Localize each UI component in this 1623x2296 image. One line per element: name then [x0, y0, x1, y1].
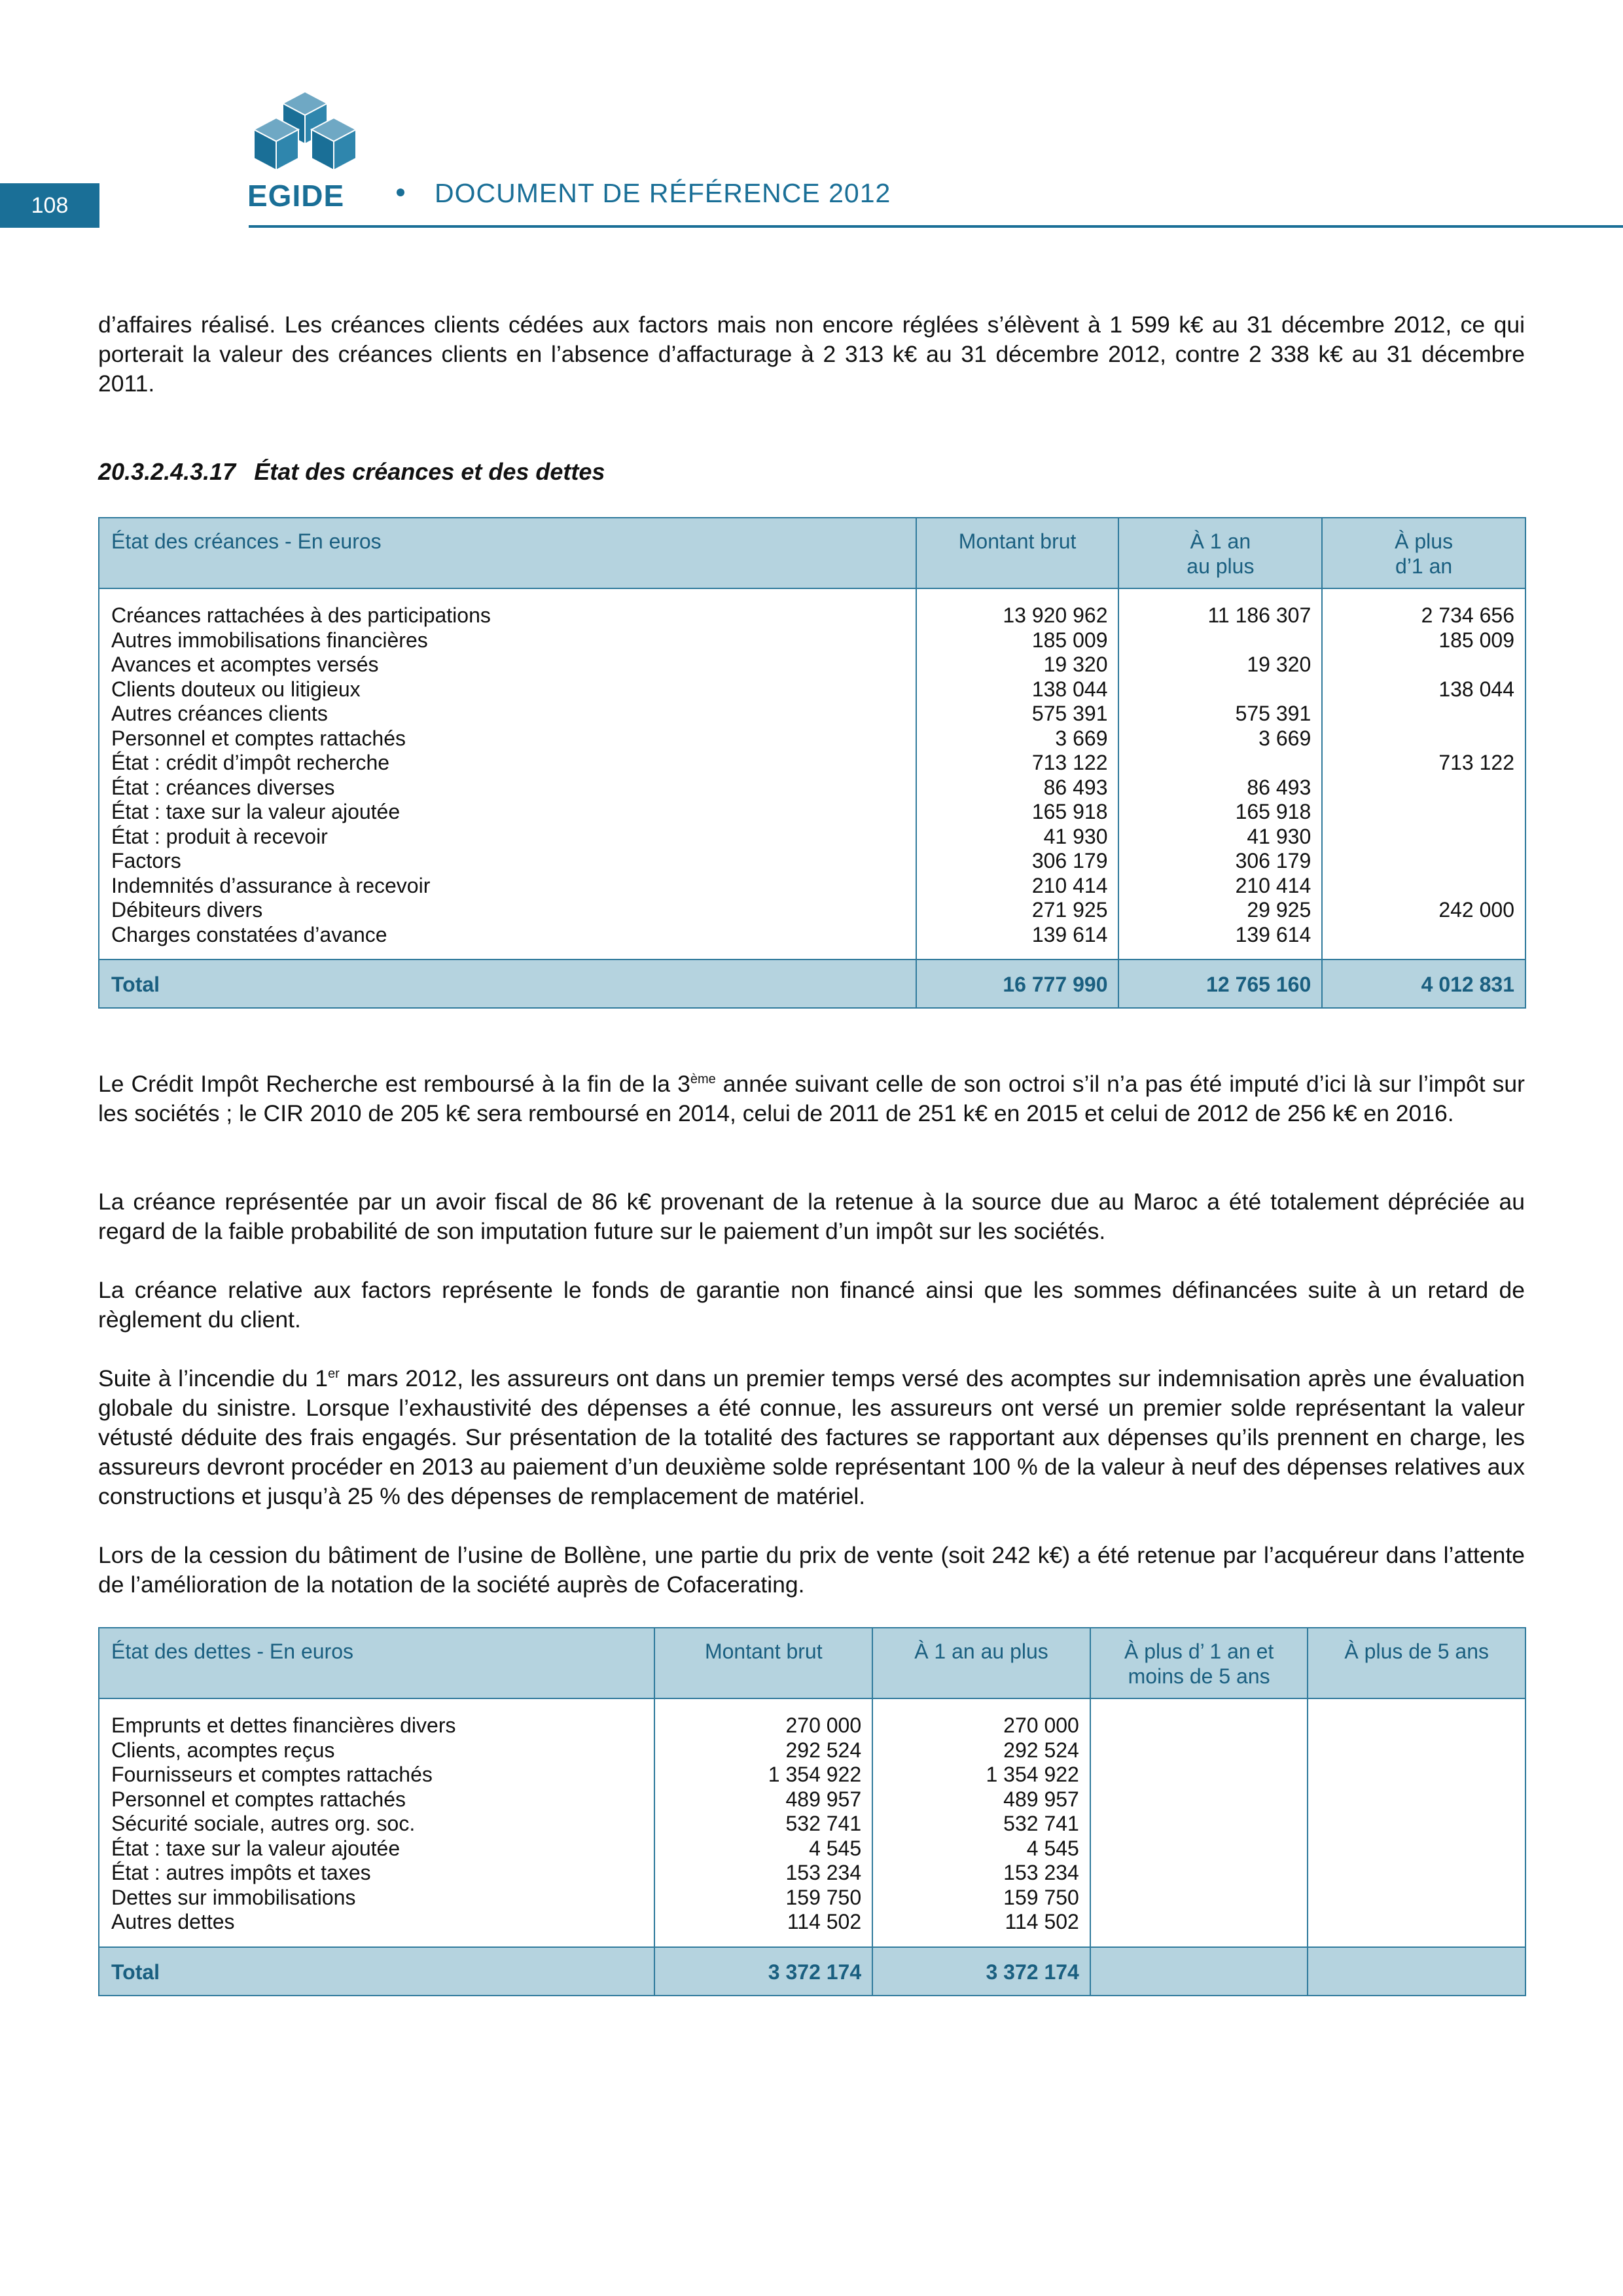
dettes-row-value — [1103, 1837, 1297, 1861]
creances-header-row — [99, 518, 1525, 588]
dettes-row-label: Dettes sur immobilisations — [111, 1885, 356, 1909]
dettes-header-text: Montant brut — [704, 1640, 823, 1663]
bollene-paragraph: Lors de la cession du bâtiment de l’usine de Bollène, une partie du prix de vente (soit 242 k€) a été retenue par l’acquéreur dans l’attente de l’amélioration de la notation de la société auprès de Cofacerating. — [98, 1542, 1525, 1598]
dettes-row-value — [1320, 1837, 1514, 1861]
creances-row-value: 306 179 — [1031, 849, 1108, 872]
dettes-row-label: Clients, acomptes reçus — [111, 1738, 335, 1762]
dettes-column-cell — [654, 1698, 872, 1947]
creances-header-text: Montant brut — [958, 529, 1077, 553]
dettes-header-cell — [872, 1628, 1090, 1698]
creances-row-value: 306 179 — [1235, 849, 1311, 872]
dettes-row-value — [1103, 1787, 1297, 1812]
creances-row-value: 575 391 — [1235, 702, 1311, 725]
dettes-row-value: 489 957 — [1003, 1787, 1079, 1811]
header-bullet — [397, 188, 404, 196]
dettes-row-label: Personnel et comptes rattachés — [111, 1787, 406, 1811]
creances-header-cell — [916, 518, 1119, 588]
header-rule — [249, 225, 1623, 228]
dettes-row-value — [1320, 1886, 1514, 1910]
creances-row-value: 2 734 656 — [1421, 603, 1514, 627]
creances-body-row — [99, 588, 1525, 960]
creances-row-value: 11 186 307 — [1207, 603, 1311, 627]
creances-row-value: 575 391 — [1031, 702, 1108, 725]
dettes-row-value: 4 545 — [809, 1836, 862, 1860]
dettes-row-value — [1320, 1861, 1514, 1886]
dettes-row-value: 292 524 — [785, 1738, 862, 1762]
creances-row-value: 19 320 — [1247, 653, 1311, 676]
dettes-row-label: État : autres impôts et taxes — [111, 1861, 371, 1884]
dettes-row-value: 489 957 — [785, 1787, 862, 1811]
creances-row-label: Indemnités d’assurance à recevoir — [111, 873, 431, 897]
dettes-row-value: 532 741 — [1003, 1812, 1079, 1835]
creances-row-value — [1334, 776, 1514, 800]
dettes-column-cell — [1090, 1698, 1308, 1947]
creances-row-value — [1131, 751, 1311, 776]
dettes-column-cell — [1308, 1698, 1525, 1947]
creances-row-value — [1131, 677, 1311, 702]
creances-row-label: État : crédit d’impôt recherche — [111, 751, 390, 774]
dettes-total-row — [99, 1947, 1525, 1996]
dettes-header-text: À plus d’ 1 an et — [1124, 1640, 1274, 1663]
creances-row-value: 138 044 — [1438, 677, 1514, 701]
dettes-total-value — [1308, 1947, 1525, 1996]
dettes-total-label: Total — [99, 1947, 654, 1996]
dettes-row-value — [1320, 1910, 1514, 1935]
creances-total-label: Total — [99, 960, 916, 1008]
creances-header-text: État des créances - En euros — [111, 529, 382, 553]
dettes-row-value — [1320, 1738, 1514, 1763]
incendie-text-end: mars 2012, les assureurs ont dans un premier temps versé des acomptes sur indemnisation après une évaluation globale du sinistre. Lorsque l’exhaustivité des dépenses a été connue, les assureurs ont versé un premier solde représentant la valeur vétusté déduite des frais engagés. Sur présentation de la totalité des factures se rapportant aux dépenses qu’ils prennent en charge, les assureurs devront procéder en 2013 au paiement d’un deuxième solde représentant 100 % de la valeur à neuf des dépenses relatives aux constructions et jusqu’à 25 % des dépenses de remplacement de matériel. — [98, 1365, 1525, 1509]
creances-row-label: Avances et acomptes versés — [111, 653, 379, 676]
creances-total-row — [99, 960, 1525, 1008]
creances-row-value: 165 918 — [1235, 800, 1311, 823]
creances-row-value: 185 009 — [1438, 628, 1514, 652]
dettes-row-value: 153 234 — [1003, 1861, 1079, 1884]
creances-row-label: Débiteurs divers — [111, 898, 263, 922]
dettes-row-value — [1103, 1861, 1297, 1886]
creances-row-label: Clients douteux ou litigieux — [111, 677, 361, 701]
dettes-header-text: À plus de 5 ans — [1344, 1640, 1489, 1663]
creances-header-cell — [99, 518, 916, 588]
dettes-row-value: 270 000 — [785, 1713, 862, 1737]
dettes-header-cell — [1308, 1628, 1525, 1698]
creances-header-cell — [1322, 518, 1525, 588]
dettes-header-cell — [654, 1628, 872, 1698]
creances-row-value: 29 925 — [1247, 898, 1311, 922]
creances-row-value — [1334, 874, 1514, 899]
intro-paragraph: d’affaires réalisé. Les créances clients cédées aux factors mais non encore réglées s’élèvent à 1 599 k€ au 31 décembre 2012, ce qui porterait la valeur des créances clients en l’absence d’affacturage à 2 313 k€ au 31 décembre 2012, contre 2 338 k€ au 31 décembre 2011. — [98, 312, 1525, 397]
creances-row-label: Personnel et comptes rattachés — [111, 726, 406, 750]
page-number: 108 — [0, 183, 99, 228]
creances-row-value: 41 930 — [1043, 824, 1108, 848]
section-title — [98, 458, 605, 486]
creances-row-value: 713 122 — [1031, 751, 1108, 774]
creances-row-value — [1334, 726, 1514, 751]
dettes-row-value — [1103, 1713, 1297, 1738]
dettes-header-text: À 1 an au plus — [914, 1640, 1048, 1663]
dettes-column-cell — [99, 1698, 654, 1947]
creances-row-value: 139 614 — [1235, 922, 1311, 946]
creances-row-value: 138 044 — [1031, 677, 1108, 701]
dettes-header-cell — [99, 1628, 654, 1698]
creances-header-text: au plus — [1186, 554, 1255, 578]
maroc-paragraph: La créance représentée par un avoir fiscal de 86 k€ provenant de la retenue à la source due au Maroc a été totalement dépréciée au regard de la faible probabilité de son imputation future sur le paiement d’un impôt sur les sociétés. — [98, 1189, 1525, 1244]
cir-superscript: ème — [690, 1072, 716, 1087]
dettes-row-value — [1320, 1812, 1514, 1837]
dettes-row-label: Emprunts et dettes financières divers — [111, 1713, 456, 1737]
creances-row-value — [1334, 800, 1514, 825]
creances-row-value: 86 493 — [1247, 775, 1311, 799]
cir-paragraph — [98, 1069, 1525, 1128]
creances-row-value: 41 930 — [1247, 824, 1311, 848]
dettes-total-value: 3 372 174 — [654, 1947, 872, 1996]
creances-row-label: État : taxe sur la valeur ajoutée — [111, 800, 401, 823]
creances-column-cell — [1118, 588, 1322, 960]
creances-row-value: 13 920 962 — [1003, 603, 1108, 627]
dettes-row-value — [1103, 1886, 1297, 1910]
creances-row-value: 19 320 — [1043, 653, 1108, 676]
dettes-header-row — [99, 1628, 1525, 1698]
creances-header-text: À 1 an — [1190, 529, 1251, 553]
incendie-paragraph — [98, 1364, 1525, 1511]
creances-row-value: 3 669 — [1055, 726, 1108, 750]
dettes-row-value: 159 750 — [1003, 1885, 1079, 1909]
creances-row-label: État : créances diverses — [111, 775, 335, 799]
dettes-row-label: Sécurité sociale, autres org. soc. — [111, 1812, 416, 1835]
dettes-row-value — [1103, 1812, 1297, 1837]
dettes-header-text: moins de 5 ans — [1128, 1664, 1270, 1688]
dettes-header-text: État des dettes - En euros — [111, 1640, 353, 1663]
cir-text-start: Le Crédit Impôt Recherche est remboursé à la fin de la 3 — [98, 1071, 690, 1097]
creances-row-value — [1131, 628, 1311, 653]
dettes-row-value — [1103, 1910, 1297, 1935]
creances-row-value: 185 009 — [1031, 628, 1108, 652]
factors-paragraph: La créance relative aux factors représente le fonds de garantie non financé ainsi que les sommes définancées suite à un retard de règlement du client. — [98, 1277, 1525, 1333]
incendie-superscript: er — [328, 1367, 340, 1382]
dettes-row-value — [1103, 1763, 1297, 1787]
creances-row-value: 271 925 — [1031, 898, 1108, 922]
section-heading: État des créances et des dettes — [254, 458, 605, 485]
creances-row-value: 3 669 — [1258, 726, 1311, 750]
dettes-row-value: 153 234 — [785, 1861, 862, 1884]
dettes-row-label: Fournisseurs et comptes rattachés — [111, 1763, 433, 1786]
creances-row-label: Factors — [111, 849, 181, 872]
creances-total-value: 4 012 831 — [1322, 960, 1525, 1008]
creances-row-label: Autres immobilisations financières — [111, 628, 428, 652]
dettes-row-value: 114 502 — [1005, 1910, 1079, 1933]
creances-column-cell — [99, 588, 916, 960]
creances-row-value — [1334, 653, 1514, 677]
page-header — [0, 0, 1623, 236]
dettes-row-value — [1320, 1763, 1514, 1787]
creances-row-value — [1334, 825, 1514, 850]
creances-row-value: 242 000 — [1438, 898, 1514, 922]
creances-row-value — [1334, 702, 1514, 726]
creances-table — [98, 517, 1526, 1009]
creances-row-label: Charges constatées d’avance — [111, 922, 387, 946]
dettes-total-value — [1090, 1947, 1308, 1996]
creances-row-value — [1334, 923, 1514, 948]
creances-row-value: 210 414 — [1031, 873, 1108, 897]
dettes-row-value: 532 741 — [785, 1812, 862, 1835]
dettes-row-value — [1103, 1738, 1297, 1763]
creances-header-text: À plus — [1395, 529, 1454, 553]
logo-text: EGIDE — [247, 179, 345, 213]
creances-total-value: 12 765 160 — [1118, 960, 1322, 1008]
document-title: DOCUMENT DE RÉFÉRENCE 2012 — [435, 178, 891, 208]
dettes-row-value: 1 354 922 — [768, 1763, 862, 1786]
dettes-row-label: État : taxe sur la valeur ajoutée — [111, 1836, 401, 1860]
dettes-row-value: 1 354 922 — [986, 1763, 1079, 1786]
dettes-total-value: 3 372 174 — [872, 1947, 1090, 1996]
creances-row-label: Créances rattachées à des participations — [111, 603, 491, 627]
dettes-table — [98, 1627, 1526, 1996]
dettes-row-value: 270 000 — [1003, 1713, 1079, 1737]
dettes-column-cell — [872, 1698, 1090, 1947]
dettes-row-value — [1320, 1787, 1514, 1812]
dettes-row-value — [1320, 1713, 1514, 1738]
dettes-row-value: 114 502 — [787, 1910, 862, 1933]
creances-column-cell — [916, 588, 1119, 960]
creances-row-value: 139 614 — [1031, 922, 1108, 946]
cir-text-end: année suivant celle de son octroi s’il n’a pas été imputé d’ici là sur l’impôt sur les sociétés ; le CIR 2010 de 205 k€ sera remboursé en 2014, celui de 2011 de 251 k€ en 2015 et celui de 2012 de 256 k€ en 2016. — [98, 1071, 1525, 1126]
creances-row-value: 165 918 — [1031, 800, 1108, 823]
dettes-row-value: 292 524 — [1003, 1738, 1079, 1762]
creances-header-text: d’1 an — [1395, 554, 1453, 578]
creances-row-label: État : produit à recevoir — [111, 824, 328, 848]
section-number: 20.3.2.4.3.17 — [98, 458, 236, 485]
creances-total-value: 16 777 990 — [916, 960, 1119, 1008]
creances-header-cell — [1118, 518, 1322, 588]
creances-row-value — [1334, 849, 1514, 874]
dettes-row-value: 159 750 — [785, 1885, 862, 1909]
creances-row-value: 86 493 — [1043, 775, 1108, 799]
dettes-header-cell — [1090, 1628, 1308, 1698]
dettes-row-value: 4 545 — [1026, 1836, 1079, 1860]
dettes-row-label: Autres dettes — [111, 1910, 235, 1933]
creances-row-value: 210 414 — [1235, 873, 1311, 897]
creances-column-cell — [1322, 588, 1525, 960]
creances-row-value: 713 122 — [1438, 751, 1514, 774]
dettes-body-row — [99, 1698, 1525, 1947]
incendie-text-start: Suite à l’incendie du 1 — [98, 1365, 329, 1391]
creances-row-label: Autres créances clients — [111, 702, 328, 725]
